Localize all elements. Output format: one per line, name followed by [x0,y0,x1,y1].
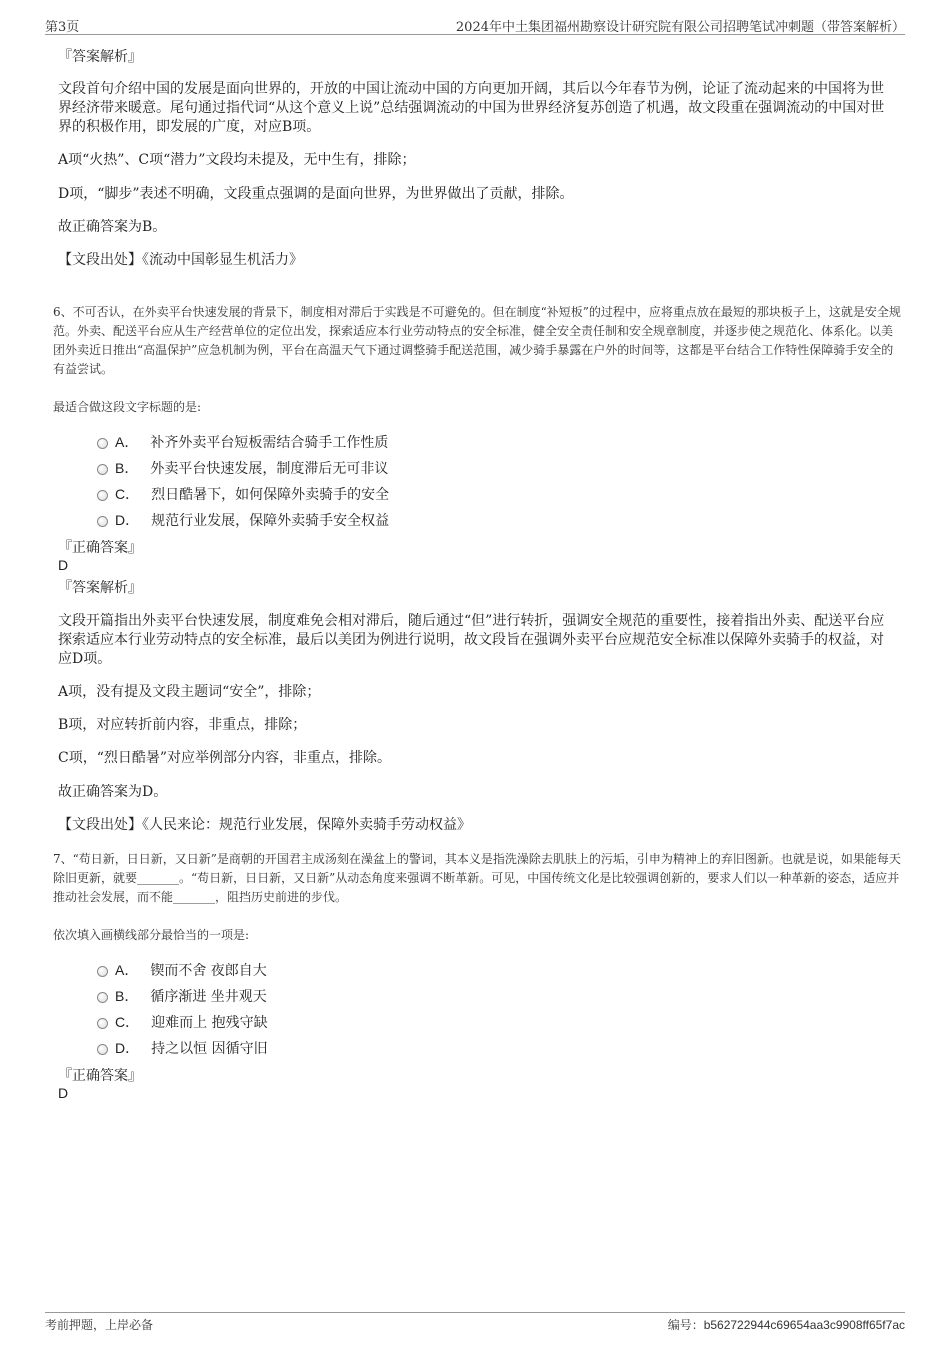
page-number: 第3页 [45,20,80,35]
page-footer [45,1312,905,1335]
q6-analysis-text: 文段开篇指出外卖平台快速发展，制度难免会相对滞后，随后通过“但”进行转折，强调安全规范的重要性，接着指出外卖、配送平台应探索适应本行业劳动特点的安全标准，最后以美团为例进行说明，故文段旨在强调外卖平台应规范安全标准以保障外卖骑手的权益，对应D项。 [58,613,885,667]
option-letter: B． [115,460,139,476]
q6-line-b: B项，对应转折前内容，非重点，排除； [58,717,307,733]
radio-button-icon[interactable] [97,1044,108,1055]
q5-analysis-text: 文段首句介绍中国的发展是面向世界的，开放的中国让流动中国的方向更加开阔，其后以今年春节为例，论证了流动起来的中国将为世界经济带来暖意。尾句通过指代词“从这个意义上说”总结强调流动的中国为世界经济复苏创造了机遇，故文段重在强调流动的中国对世界的积极作用，即发展的广度，对应B项。 [58,81,885,135]
option-text: 补齐外卖平台短板需结合骑手工作性质 [150,435,389,451]
q5-line-d: D项，“脚步”表述不明确，文段重点强调的是面向世界，为世界做出了贡献，排除。 [58,186,574,202]
q6-conclusion: 故正确答案为D。 [58,784,168,800]
q6-option-b[interactable] [97,458,388,478]
footer-slogan: 考前押题，上岸必备 [45,1318,154,1332]
q7-answer-label: 『正确答案』 [58,1068,142,1084]
q5-analysis-label: 『答案解析』 [58,49,142,65]
radio-button-icon[interactable] [97,992,108,1003]
q7-prompt: 依次填入画横线部分最恰当的一项是: [53,928,250,942]
q6-question-text: 6、不可否认，在外卖平台快速发展的背景下，制度相对滞后于实践是不可避免的。但在制度“补短板”的过程中，应将重点放在最短的那块板子上，这就是安全规范。外卖、配送平台应从生产经营单位的定位出发，探索适应本行业劳动特点的安全标准，健全安全责任制和安全规章制度，并逐步使之规范化、体系化。以美团外卖近日推出“高温保护”应急机制为例，平台在高温天气下通过调整骑手配送范围，减少骑手暴露在户外的时间等，这都是平台结合工作特性保障骑手安全的有益尝试。 [53,305,901,376]
option-letter: A． [115,962,139,978]
q6-line-a: A项，没有提及文段主题词“安全”，排除； [58,684,321,700]
q5-conclusion: 故正确答案为B。 [58,219,167,235]
q6-source: 【文段出处】《人民来论：规范行业发展，保障外卖骑手劳动权益》 [58,817,471,833]
q6-prompt: 最适合做这段文字标题的是: [53,400,202,414]
q6-option-c[interactable] [97,484,389,504]
document-code: 编号：b562722944c69654aa3c9908ff65f7ac [667,1318,905,1332]
option-letter: D． [115,512,140,528]
q5-line-a: A项“火热”、C项“潜力”文段均未提及，无中生有，排除； [58,152,416,168]
radio-button-icon[interactable] [97,966,108,977]
q7-option-a[interactable] [97,960,267,980]
option-text: 锲而不舍 夜郎自大 [150,963,267,979]
option-letter: C． [115,1014,140,1030]
q7-option-c[interactable] [97,1012,268,1032]
option-letter: B． [115,988,139,1004]
q5-source: 【文段出处】《流动中国彰显生机活力》 [58,252,303,268]
option-letter: C． [115,486,140,502]
option-letter: D． [115,1040,140,1056]
option-text: 迎难而上 抱残守缺 [151,1015,268,1031]
q7-answer: D [58,1085,69,1101]
page-header [45,14,905,35]
q7-question-text: 7、“苟日新，日日新，又日新”是商朝的开国君主成汤刻在澡盆上的警词，其本义是指洗澡除去肌肤上的污垢，引申为精神上的弃旧图新。也就是说，如果能每天除旧更新，就要_______。“苟日新，日日新，又日新”从动态角度来强调不断革新。可见，中国传统文化是比较强调创新的，要求人们以一种革新的姿态，适应并推动社会发展，而不能_______，阻挡历史前进的步伐。 [53,852,901,904]
option-text: 外卖平台快速发展，制度滞后无可非议 [150,461,389,477]
radio-button-icon[interactable] [97,438,108,449]
q6-analysis-label: 『答案解析』 [58,580,142,596]
q6-option-d[interactable] [97,510,389,530]
q6-answer-label: 『正确答案』 [58,540,142,556]
radio-button-icon[interactable] [97,490,108,501]
q7-option-d[interactable] [97,1038,268,1058]
option-text: 烈日酷暑下，如何保障外卖骑手的安全 [151,487,390,503]
option-text: 循序渐进 坐井观天 [150,989,267,1005]
option-letter: A． [115,434,139,450]
radio-button-icon[interactable] [97,516,108,527]
q6-line-c: C项，“烈日酷暑”对应举例部分内容，非重点，排除。 [58,750,392,766]
q6-answer: D [58,557,69,573]
document-title: 2024年中土集团福州勘察设计研究院有限公司招聘笔试冲刺题（带答案解析） [455,20,905,35]
q7-option-b[interactable] [97,986,267,1006]
option-text: 规范行业发展，保障外卖骑手安全权益 [151,513,390,529]
radio-button-icon[interactable] [97,1018,108,1029]
radio-button-icon[interactable] [97,464,108,475]
q6-option-a[interactable] [97,432,388,452]
option-text: 持之以恒 因循守旧 [151,1041,268,1057]
